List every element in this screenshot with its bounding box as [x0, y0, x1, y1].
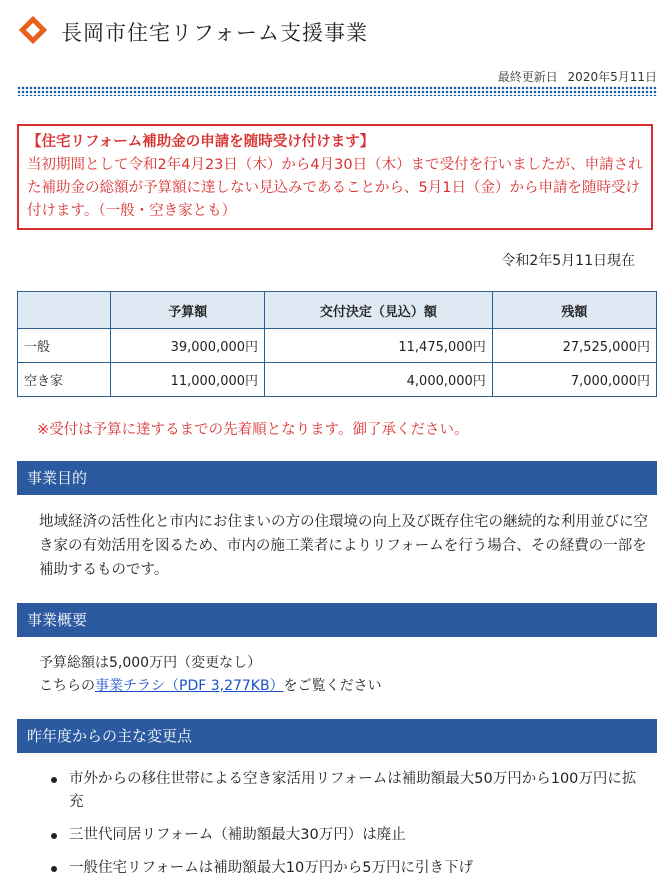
notice-body: 当初期間として令和2年4月23日（木）から4月30日（木）まで受付を行いましたが、申請された補助金の総額が予算額に達しない見込みであることから、5月1日（金）から申請を随時受け付けます。（一般・空き家とも）	[27, 157, 643, 219]
table-cell-budget: 39,000,000円	[111, 329, 265, 363]
table-cell-granted: 11,475,000円	[265, 329, 493, 363]
budget-table	[17, 291, 657, 397]
table-header-cell	[18, 292, 111, 329]
flyer-prefix: こちらの	[39, 678, 95, 694]
table-header-row	[18, 292, 657, 329]
last-updated-label: 最終更新日	[497, 70, 558, 84]
flyer-suffix: をご覧ください	[283, 678, 382, 694]
page-title: 長岡市住宅リフォーム支援事業	[61, 21, 368, 45]
summary-block	[39, 652, 382, 698]
diamond-logo-icon	[17, 14, 53, 50]
table-header-cell: 予算額	[111, 292, 265, 329]
summary-total-budget: 予算総額は5,000万円（変更なし）	[39, 655, 262, 671]
table-row	[18, 329, 657, 363]
section-heading-changes: 昨年度からの主な変更点	[17, 719, 657, 753]
table-header-cell: 残額	[492, 292, 656, 329]
dotted-divider	[17, 86, 657, 96]
purpose-text: 地域経済の活性化と市内にお住まいの方の住環境の向上及び既存住宅の継続的な利用並びに空き家の有効活用を図るため、市内の施工業者によりリフォームを行う場合、その経費の一部を補助するものです。	[39, 514, 648, 578]
changes-list	[39, 768, 649, 890]
table-cell-granted: 4,000,000円	[265, 363, 493, 397]
table-row	[18, 363, 657, 397]
notice-title: 【住宅リフォーム補助金の申請を随時受け付けます】	[27, 134, 375, 150]
first-come-note: ※受付は予算に達するまでの先着順となります。御了承ください。	[37, 422, 469, 438]
section-heading-purpose: 事業目的	[17, 461, 657, 495]
last-updated-date: 2020年5月11日	[567, 70, 657, 84]
table-cell-remaining: 27,525,000円	[492, 329, 656, 363]
table-header-cell: 交付決定（見込）額	[265, 292, 493, 329]
flyer-pdf-link[interactable]: 事業チラシ（PDF 3,277KB）	[95, 678, 284, 694]
last-updated	[492, 68, 657, 85]
section-heading-summary: 事業概要	[17, 603, 657, 637]
table-cell-category: 空き家	[18, 363, 111, 397]
table-cell-budget: 11,000,000円	[111, 363, 265, 397]
table-cell-remaining: 7,000,000円	[492, 363, 656, 397]
list-item: 市外からの移住世帯による空き家活用リフォームは補助額最大50万円から100万円に拡充	[39, 768, 649, 814]
table-cell-category: 一般	[18, 329, 111, 363]
list-item: 三世代同居リフォーム（補助額最大30万円）は廃止	[39, 824, 649, 847]
page-header	[17, 14, 368, 50]
list-item: 一般住宅リフォームは補助額最大10万円から5万円に引き下げ	[39, 857, 649, 880]
notice-box	[17, 124, 653, 230]
summary-flyer-line	[39, 675, 382, 698]
as-of-date: 令和2年5月11日現在	[501, 253, 635, 269]
